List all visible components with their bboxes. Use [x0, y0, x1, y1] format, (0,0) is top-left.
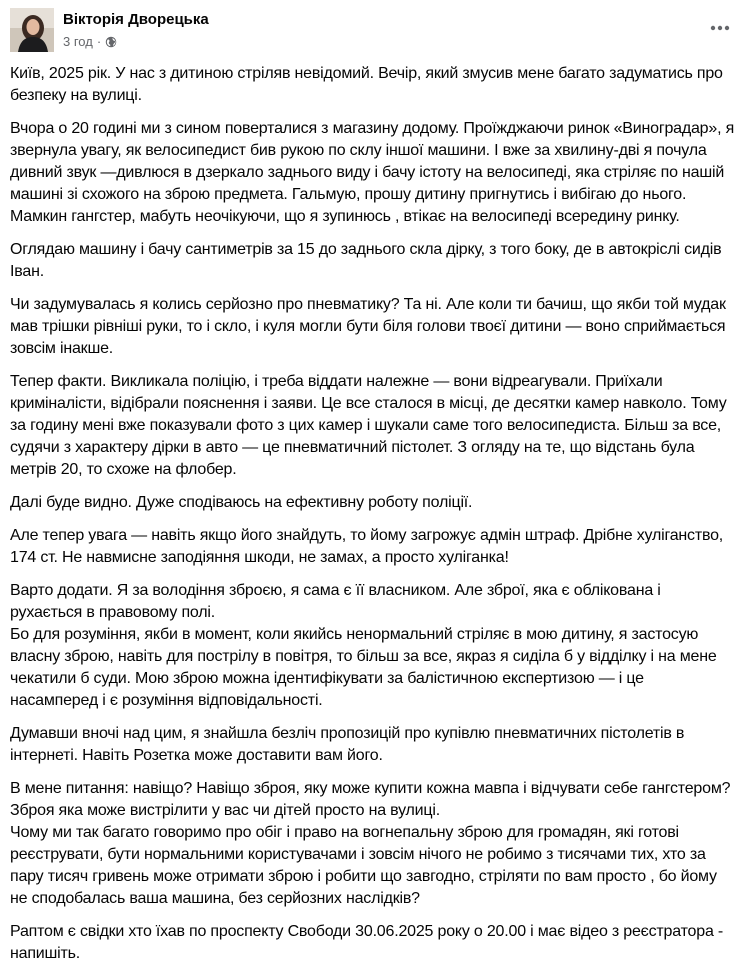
post-paragraph: В мене питання: навіщо? Навіщо зброя, яку може купити кожна мавпа і відчувати себе гангстером? Зброя яка може вистрілити у вас чи дітей просто на вулиці.: [10, 780, 731, 819]
post-paragraph: Далі буде видно. Дуже сподіваюсь на ефективну роботу поліції.: [10, 494, 473, 511]
more-options-button[interactable]: [705, 16, 735, 40]
post-paragraph: Бо для розуміння, якби в момент, коли якийсь ненормальний стріляє в мою дитину, я застосую власну зброю, навіть для пострілу в повітря, то більш за все, якраз я сиділа б у відділку і на мене чекатили б суди. Мою зброю можна ідентифікувати за балістичною експертизою — і це насамперед і є розуміння відповідальності.: [10, 626, 717, 709]
post-paragraph: Тепер факти. Викликала поліцію, і треба віддати належне — вони відреагували. Приїхали криміналісти, відібрали пояснення і заяви. Це все сталося в місці, де десятки камер навколо. Тому за годину мені вже показували фото з цих камер і шукали саме того велосипедиста. Більш за все, судячи з характеру дірки в авто — це пневматичний пістолет. З огляду на те, що відстань була метрів 20, то схоже на флобер.: [10, 373, 727, 478]
post-time[interactable]: 3 год: [63, 34, 93, 49]
post-paragraph: Раптом є свідки хто їхав по проспекту Свободи 30.06.2025 року о 20.00 і має відео з реєстратора - напишіть.: [10, 923, 724, 962]
post-paragraph: Але тепер увага — навіть якщо його знайдуть, то йому загрожує адмін штраф. Дрібне хуліганство, 174 ст. Не навмисне заподіяння шкоди, не замах, а просто хуліганка!: [10, 527, 724, 566]
avatar-photo: [10, 8, 54, 52]
post-paragraph: Чи задумувалась я колись серйозно про пневматику? Та ні. Але коли ти бачиш, що якби той мудак мав трішки рівніші руки, то і скло, і куля могли бути біля голови твоєї дитини — воно сприймається зовсім інакше.: [10, 296, 726, 357]
post-paragraph: Київ, 2025 рік. У нас з дитиною стріляв невідомий. Вечір, який змусив мене багато задуматись про безпеку на вулиці.: [10, 65, 723, 104]
post-paragraph: Вчора о 20 годині ми з сином поверталися з магазину додому. Проїжджаючи ринок «Виноградар», я звернула увагу, як велосипедист бив рукою по склу іншої машини. І вже за хвилину-дві я почула дивний звук —дивлюся в дзеркало заднього виду і бачу істоту на велосипеді, яка стріляє по нашій машині зі схожого на зброю предмета. Гальмую, прошу дитину пригнутись і вибігаю до нього. Мамкин гангстер, мабуть неочікуючи, що я зупинюсь , втікає на велосипеді всередину ринку.: [10, 120, 735, 225]
post-paragraph: Оглядаю машину і бачу сантиметрів за 15 до заднього скла дірку, з того боку, де в автокріслі сидів Іван.: [10, 241, 722, 280]
more-icon: [710, 25, 730, 31]
avatar[interactable]: [10, 8, 54, 52]
post-paragraph: Чому ми так багато говоримо про обіг і право на вогнепальну зброю для громадян, які готові реєструвати, бути нормальними користувачами і зовсім нічого не робимо з тисячами тих, хто за пару тисяч гривень може отримати зброю і робити що завгодно, стріляти по вам просто , бо йому не сподобалась ваша машина, без серйозних наслідків?: [10, 824, 717, 907]
author-name[interactable]: Вікторія Дворецька: [63, 11, 209, 28]
post-header: [10, 8, 735, 54]
post-text: [10, 63, 735, 976]
globe-icon: [105, 36, 117, 48]
post-paragraph: Варто додати. Я за володіння зброєю, я сама є її власником. Але зброї, яка є облікована і рухається в правовому полі.: [10, 582, 661, 621]
post-meta: [63, 34, 117, 49]
post-paragraph: Думавши вночі над цим, я знайшла безліч пропозицій про купівлю пневматичних пістолетів в інтернеті. Навіть Розетка може доставити вам його.: [10, 725, 685, 764]
meta-separator: ·: [96, 34, 102, 49]
